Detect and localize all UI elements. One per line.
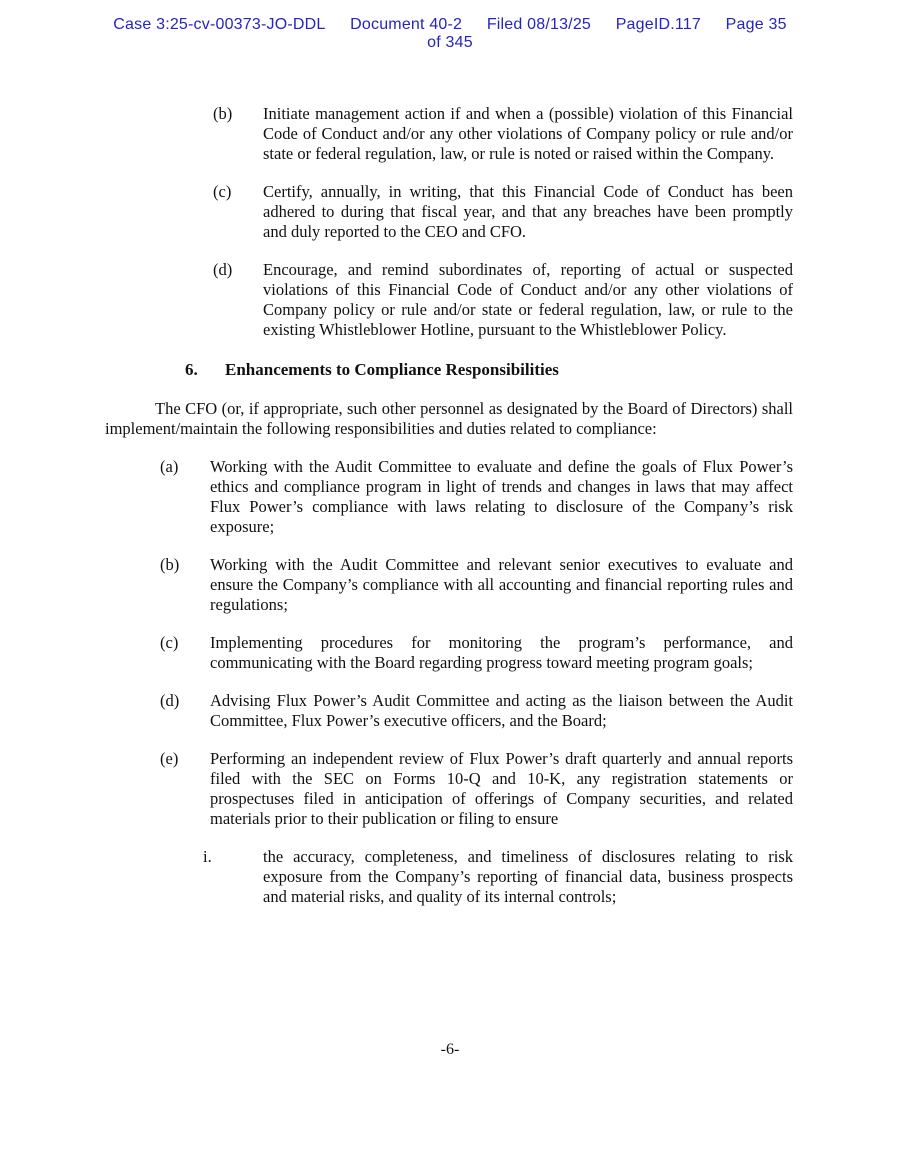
stamp-document-number: Document 40-2 [350, 16, 463, 33]
item-text: Performing an independent review of Flux Power’s draft quarterly and annual reports filed with the SEC on Forms 10-Q and 10-K, any registration statements or prospectuses filed in anticipation of offerings of Company securities, and related materials prior to their publication or filing to ensure [210, 749, 793, 828]
item-label: (b) [213, 104, 233, 123]
stamp-filed-date: Filed 08/13/25 [486, 16, 592, 33]
list-item-c [160, 633, 793, 673]
item-text: Initiate management action if and when a (possible) violation of this Financial Code of Conduct and/or any other violations of Company policy or rule and/or state or federal regulation, law, or rule is noted or raised within the Company. [263, 104, 793, 163]
page-number-footer: -6- [440, 1041, 460, 1058]
stamp-page-total: of 345 [427, 34, 473, 51]
body-paragraph: The CFO (or, if appropriate, such other personnel as designated by the Board of Directors) shall implement/maintain the following responsibilities and duties related to compliance: [105, 399, 793, 438]
list-item-c-top [213, 182, 793, 242]
list-item-d-top [213, 260, 793, 340]
item-label: (d) [160, 691, 180, 710]
section-number: 6. [185, 360, 198, 379]
list-item-b [160, 555, 793, 615]
item-label: (d) [213, 260, 233, 279]
list-item-d [160, 691, 793, 731]
list-item-e [160, 749, 793, 829]
item-label: (c) [213, 182, 232, 201]
stamp-pageid: PageID.117 [615, 16, 702, 33]
list-item-b-top [213, 104, 793, 164]
item-text: Implementing procedures for monitoring the program’s performance, and communicating with the Board regarding progress toward meeting program goals; [210, 633, 793, 672]
document-body [0, 104, 900, 907]
list-item-a [160, 457, 793, 537]
section-title: Enhancements to Compliance Responsibilities [225, 360, 559, 379]
item-text: Encourage, and remind subordinates of, reporting of actual or suspected violations of this Financial Code of Conduct and/or any other violations of Company policy or rule and/or state or federal regulation, law, or rule to the existing Whistleblower Hotline, pursuant to the Whistleblower Policy. [263, 260, 793, 339]
item-text: Advising Flux Power’s Audit Committee and acting as the liaison between the Audit Committee, Flux Power’s executive officers, and the Board; [210, 691, 793, 730]
item-label: (a) [160, 457, 179, 476]
item-label: (b) [160, 555, 180, 574]
stamp-page-number: Page 35 [725, 16, 787, 33]
item-label: i. [203, 847, 212, 866]
court-stamp-line1 [0, 16, 900, 34]
item-text: Working with the Audit Committee to evaluate and define the goals of Flux Power’s ethics and compliance program in light of trends and changes in laws that may affect Flux Power’s compliance with laws relating to disclosure of the Company’s risk exposure; [210, 457, 793, 536]
sub-item-i [203, 847, 793, 907]
item-label: (e) [160, 749, 179, 768]
item-text: Certify, annually, in writing, that this Financial Code of Conduct has been adhered to during that fiscal year, and that any breaches have been promptly and duly reported to the CEO and CFO. [263, 182, 793, 241]
stamp-case-number: Case 3:25-cv-00373-JO-DDL [113, 16, 326, 33]
item-label: (c) [160, 633, 179, 652]
court-stamp [0, 0, 900, 52]
item-text: the accuracy, completeness, and timeliness of disclosures relating to risk exposure from the Company’s reporting of financial data, business prospects and material risks, and quality of its internal controls; [263, 847, 793, 906]
section-heading [185, 360, 793, 380]
item-text: Working with the Audit Committee and relevant senior executives to evaluate and ensure the Company’s compliance with all accounting and financial reporting rules and regulations; [210, 555, 793, 614]
